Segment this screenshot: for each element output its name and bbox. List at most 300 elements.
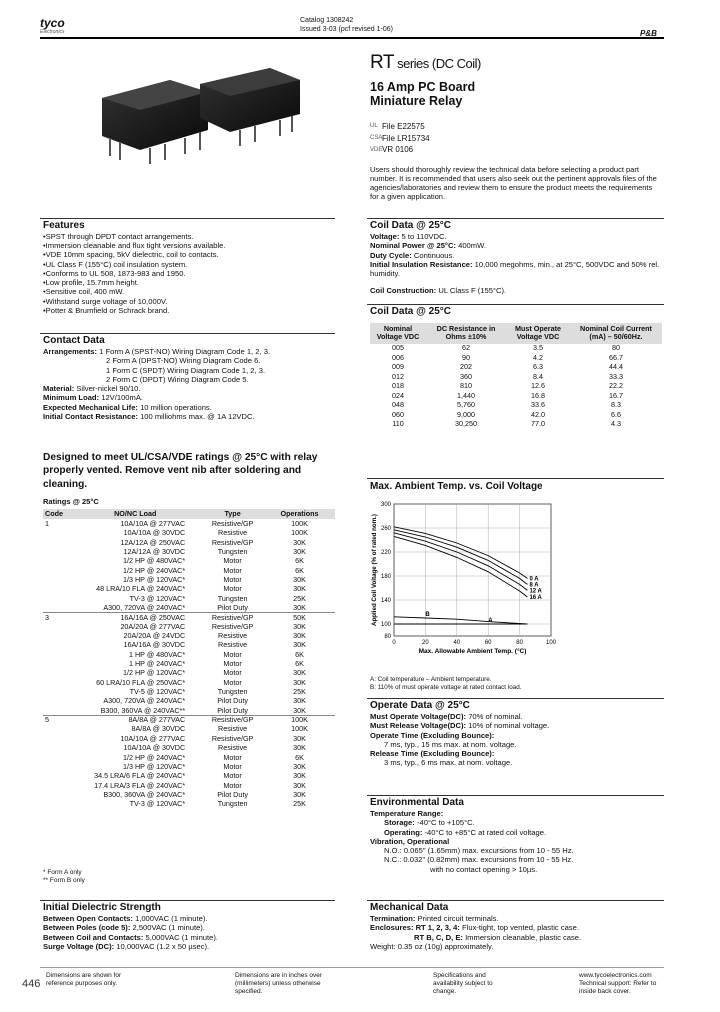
ratings-load-cell: TV-3 @ 120VAC* (129, 799, 186, 809)
ratings-load-cell: A300, 720VA @ 240VAC* (103, 696, 186, 706)
contact-heading: Contact Data (43, 335, 105, 346)
insulation-label: Initial Insulation Resistance: (370, 259, 473, 269)
ratings-row (43, 706, 335, 715)
footer-rule (40, 967, 664, 968)
ratings-col-load: NO/NC Load (69, 509, 201, 519)
operate-heading: Operate Data @ 25°C (370, 700, 470, 711)
ratings-load-cell: 1/3 HP @ 120VAC* (122, 761, 186, 771)
coil-voltage-cell: 024 (392, 390, 404, 400)
release-time-label: Release Time (Excluding Bounce): (370, 749, 495, 759)
chart-notes (370, 676, 521, 692)
ratings-footnotes (43, 869, 85, 886)
coil-current-cell: 4.3 (611, 419, 621, 429)
ratings-load-cell: 1/2 HP @ 240VAC* (122, 565, 186, 575)
dielectric-label: Between Coil and Contacts: (43, 932, 144, 942)
ratings-type-cell: Pilot Duty (217, 602, 248, 612)
release-time-value: 3 ms, typ., 6 ms max. at nom. voltage. (384, 758, 513, 768)
coil-resistance-cell: 360 (460, 371, 472, 381)
chart-title: Max. Ambient Temp. vs. Coil Voltage (370, 481, 543, 492)
coil-table-rule (367, 304, 664, 305)
ratings-ops-cell: 30K (293, 677, 306, 687)
coil-power-value: 400mW. (458, 241, 486, 251)
ratings-code-cell (43, 622, 69, 631)
arrangement-1: 1 Form A (SPST-NO) Wiring Diagram Code 1, 2, 3. (99, 347, 271, 357)
vibration-note: with no contact opening > 10µs. (430, 864, 538, 874)
ratings-code-cell (43, 688, 69, 697)
ratings-type-cell: Tungsten (217, 799, 248, 809)
feature-item: • Potter & Brumfield or Schrack brand. (43, 306, 333, 315)
chart-series-label: 8 A (529, 582, 539, 589)
ratings-load-cell: 10A/10A @ 30VDC (123, 743, 186, 753)
ratings-code-cell (43, 744, 69, 753)
ratings-load-cell: 48 LRA/10 FLA @ 240VAC* (96, 584, 186, 594)
ratings-title: Ratings @ 25°C (43, 497, 99, 506)
ratings-load-cell: 10A/10A @ 277VAC (120, 733, 186, 743)
agency-row (370, 121, 430, 133)
chart-frame (394, 504, 551, 636)
dielectric-rule (40, 900, 335, 901)
ratings-ops-cell: 6K (295, 565, 304, 575)
ratings-type-cell: Motor (223, 780, 242, 790)
ratings-type-cell: Resistive (218, 528, 248, 538)
ratings-code-cell (43, 529, 69, 538)
ratings-type-cell: Resistive/GP (211, 612, 254, 622)
mech-section (370, 902, 662, 951)
product-subtitle (370, 80, 475, 108)
ratings-type-cell: Resistive/GP (211, 733, 254, 743)
relay-photo (90, 58, 310, 178)
chart-xtick-label: 0 (392, 640, 396, 646)
ratings-row (43, 725, 335, 734)
operating-label: Operating: (384, 827, 423, 837)
arrangements-label: Arrangements: (43, 347, 98, 357)
coil-row (370, 401, 662, 411)
ratings-row (43, 734, 335, 743)
coil-voltage-cell: 018 (392, 381, 404, 391)
ratings-ops-cell: 6K (295, 752, 304, 762)
ratings-type-cell: Motor (223, 659, 242, 669)
ratings-code-cell (43, 753, 69, 762)
chart-ytick-label: 220 (380, 550, 391, 556)
ratings-code-cell (43, 576, 69, 585)
chart-ytick-label: 260 (380, 526, 391, 532)
storage-value: -40°C to +105°C. (416, 818, 475, 828)
ratings-code-cell: 5 (45, 715, 49, 725)
arrangement-4: 2 Form C (DPDT) Wiring Diagram Code 5. (106, 374, 249, 384)
ratings-code-cell (43, 678, 69, 687)
coil-operate-cell: 12.6 (531, 381, 545, 391)
coil-voltage-cell: 048 (392, 400, 404, 410)
ratings-row (43, 576, 335, 585)
ratings-type-cell: Resistive (218, 724, 248, 734)
ratings-load-cell: 12A/12A @ 30VDC (123, 546, 186, 556)
dielectric-value: 1,000VAC (1 minute). (135, 914, 208, 924)
chart-series-label: 16 A (529, 595, 542, 601)
ratings-type-cell: Tungsten (217, 546, 248, 556)
ratings-footnote-1: * Form A only (43, 869, 82, 876)
dielectric-row (43, 923, 335, 932)
ratings-code-cell (43, 604, 69, 613)
ratings-load-cell: 16A/16A @ 30VDC (123, 640, 186, 650)
logo-subtitle: Electronics (40, 29, 65, 35)
dielectric-label: Between Poles (code 5): (43, 923, 131, 933)
initres-value: 100 milliohms max. @ 1A 12VDC. (140, 411, 255, 421)
mech-rule (367, 900, 664, 901)
arrangements-row (43, 347, 335, 356)
coil-resistance-cell: 62 (462, 343, 470, 353)
vibration-no: N.O.: 0.065" (1.65mm) max. excursions from 10 - 55 Hz. (384, 846, 574, 856)
chart-ylabel: Applied Coil Voltage (% of rated nom.) (371, 514, 378, 626)
ratings-type-cell: Resistive (218, 743, 248, 753)
env-rule (367, 795, 664, 796)
chart-note-b: B: 110% of must operate voltage at rated contact load. (370, 684, 522, 692)
ratings-ops-cell: 100K (291, 528, 308, 538)
ratings-ops-cell: 30K (293, 584, 306, 594)
storage-row (370, 818, 662, 827)
agency-file: File E22575 (382, 122, 425, 131)
contact-section (43, 335, 335, 421)
chart-xtick-label: 20 (422, 640, 429, 646)
operating-row (370, 828, 662, 837)
feature-item: • UL Class F (155°C) coil insulation system. (43, 260, 333, 269)
coil-col-current: Nominal Coil Current (mA) – 50/60Hz. (570, 323, 662, 344)
ratings-code-cell (43, 566, 69, 575)
coil-voltage-cell: 060 (392, 409, 404, 419)
ratings-load-cell: 10A/10A @ 277VAC (120, 518, 186, 528)
subtitle-line2: Miniature Relay (370, 94, 463, 109)
ratings-ops-cell: 6K (295, 659, 304, 669)
dielectric-row (43, 914, 335, 923)
ratings-type-cell: Motor (223, 565, 242, 575)
ratings-row (43, 753, 335, 762)
minload-row (43, 393, 335, 402)
coil-resistance-cell: 1,440 (457, 390, 475, 400)
dielectric-heading: Initial Dielectric Strength (43, 902, 161, 913)
weight-row: Weight: 0.35 oz (10g) approximately. (370, 941, 494, 951)
ratings-code-cell (43, 557, 69, 566)
operate-time-label-row (370, 731, 662, 740)
vibration-row (370, 837, 662, 846)
ratings-type-cell: Motor (223, 556, 242, 566)
coil-current-cell: 44.4 (609, 362, 623, 372)
chart-note-a: A: Coil temperature – Ambient temperature. (370, 676, 492, 683)
ratings-code-cell (43, 660, 69, 669)
coil-current-cell: 66.7 (609, 352, 623, 362)
ratings-ops-cell: 30K (293, 668, 306, 678)
page-number: 446 (22, 978, 41, 990)
ratings-ops-cell: 30K (293, 546, 306, 556)
ratings-load-cell: TV-3 @ 120VAC* (129, 593, 186, 603)
ratings-ops-cell: 6K (295, 649, 304, 659)
ratings-type-cell: Pilot Duty (217, 696, 248, 706)
ratings-col-code: Code (43, 509, 69, 519)
ratings-load-cell: 16A/16A @ 250VAC (120, 612, 186, 622)
dielectric-label: Surge Voltage (DC): (43, 941, 115, 951)
ratings-row (43, 548, 335, 557)
coil-row (370, 382, 662, 392)
feature-item: • SPST through DPDT contact arrangements. (43, 232, 333, 241)
ratings-row (43, 762, 335, 771)
must-operate-row (370, 712, 662, 721)
ratings-load-cell: 12A/12A @ 250VAC (120, 537, 186, 547)
chart-ytick-label: 300 (380, 502, 391, 508)
must-release-value: 10% of nominal voltage. (468, 721, 550, 731)
coil-voltage-cell: 110 (392, 419, 404, 429)
features-list (43, 232, 333, 315)
enclosure-value-1: Flux-tight, top vented, plastic case. (462, 923, 579, 933)
ratings-code-cell (43, 697, 69, 706)
ratings-load-cell: 8A/8A @ 30VDC (131, 724, 186, 734)
ratings-ops-cell: 30K (293, 537, 306, 547)
coil-resistance-cell: 202 (460, 362, 472, 372)
coil-power-label: Nominal Power @ 25°C: (370, 241, 456, 251)
coil-operate-cell: 8.4 (533, 371, 543, 381)
coil-construction-row (370, 286, 662, 295)
feature-item: • VDE 10mm spacing, 5kV dielectric, coil to contacts. (43, 250, 333, 259)
ratings-ops-cell: 30K (293, 743, 306, 753)
temp-range-label: Temperature Range: (370, 809, 444, 819)
series-suffix: series (DC Coil) (393, 56, 481, 71)
subtitle-line1: 16 Amp PC Board (370, 80, 476, 94)
coil-current-cell: 33.3 (609, 371, 623, 381)
coil-row (370, 420, 662, 430)
footer-col-3: Specifications and availability subject to change. (433, 972, 493, 995)
initres-row (43, 412, 335, 421)
footer-col-4: www.tycoelectronics.com Technical support: Refer to inside back cover. (579, 972, 657, 995)
coil-operate-cell: 3.5 (533, 343, 543, 353)
ratings-ops-cell: 30K (293, 705, 306, 715)
coil-construction-label: Coil Construction: (370, 286, 437, 296)
ratings-ops-cell: 30K (293, 631, 306, 641)
ratings-type-cell: Motor (223, 761, 242, 771)
ratings-code-cell (43, 585, 69, 594)
agency-approvals (370, 121, 430, 156)
series-code: RT (370, 52, 394, 73)
coil-voltage-cell: 006 (392, 352, 404, 362)
coil-table-heading: Coil Data @ 25°C (370, 306, 451, 317)
coil-voltage-cell: 009 (392, 362, 404, 372)
ratings-ops-cell: 6K (295, 556, 304, 566)
ratings-type-cell: Tungsten (217, 687, 248, 697)
operate-time-value: 7 ms, typ., 15 ms max. at nom. voltage. (384, 739, 517, 749)
ratings-ops-cell: 30K (293, 780, 306, 790)
ratings-row (43, 604, 335, 613)
ratings-load-cell: 1/2 HP @ 480VAC* (122, 556, 186, 566)
ratings-header-row (43, 509, 335, 519)
dielectric-rows (43, 914, 335, 951)
chart-xtick-label: 80 (516, 640, 523, 646)
chart-series-label: B (425, 612, 430, 618)
duty-cycle-row (370, 251, 662, 260)
ratings-code-cell: 3 (45, 612, 49, 622)
ratings-ops-cell: 30K (293, 733, 306, 743)
coil-operate-cell: 4.2 (533, 352, 543, 362)
header-rule (40, 37, 664, 39)
agency-row (370, 144, 430, 156)
ratings-ops-cell: 100K (291, 518, 308, 528)
enclosure-label-2: RT B, C, D, E: (414, 932, 463, 942)
ratings-ops-cell: 25K (293, 593, 306, 603)
ratings-code-cell (43, 772, 69, 781)
minload-label: Minimum Load: (43, 393, 100, 403)
must-operate-value: 70% of nominal. (468, 712, 523, 722)
ratings-row (43, 594, 335, 603)
must-release-row (370, 721, 662, 730)
ratings-ops-cell: 30K (293, 574, 306, 584)
mechlife-value: 10 million operations. (140, 402, 212, 412)
enclosure-row-1 (370, 923, 662, 932)
ratings-body (43, 519, 335, 809)
ratings-ops-cell: 30K (293, 761, 306, 771)
coil-construction-value: UL Class F (155°C). (438, 286, 507, 296)
ratings-type-cell: Motor (223, 574, 242, 584)
coil-current-cell: 16.7 (609, 390, 623, 400)
temp-voltage-chart (366, 496, 566, 674)
coil-operate-cell: 6.3 (533, 362, 543, 372)
release-time-label-row (370, 749, 662, 758)
vibration-label: Vibration, Operational (370, 836, 450, 846)
ratings-load-cell: 20A/20A @ 24VDC (123, 631, 186, 641)
coil-col-voltage: Nominal Voltage VDC (370, 323, 426, 344)
ratings-type-cell: Resistive (218, 640, 248, 650)
ratings-load-cell: 1/2 HP @ 120VAC* (122, 668, 186, 678)
coil-resistance-cell: 9,000 (457, 409, 475, 419)
ratings-row (43, 585, 335, 594)
ratings-load-cell: B300, 360VA @ 240VAC* (103, 789, 186, 799)
tyco-logo: tyco (40, 16, 65, 30)
vibration-nc: N.C.: 0.032" (0.82mm) max. excursions from 10 - 55 Hz. (384, 855, 574, 865)
ratings-code-cell (43, 632, 69, 641)
insulation-value: 10,000 megohms, min., at 25°C, 500VDC and 50% rel. humidity. (370, 259, 660, 279)
coil-operate-cell: 77.0 (531, 419, 545, 429)
coil-body (370, 344, 662, 430)
ratings-row (43, 660, 335, 669)
ratings-ops-cell: 30K (293, 621, 306, 631)
operate-section (370, 700, 662, 768)
coil-current-cell: 6.6 (611, 409, 621, 419)
coil-current-cell: 8.3 (611, 400, 621, 410)
ratings-load-cell: 60 LRA/10 FLA @ 250VAC* (96, 677, 186, 687)
ratings-row (43, 669, 335, 678)
ratings-ops-cell: 30K (293, 602, 306, 612)
ratings-row (43, 790, 335, 799)
termination-value: Printed circuit terminals. (417, 914, 499, 924)
ratings-load-cell: 10A/10A @ 30VDC (123, 528, 186, 538)
ratings-table (43, 509, 335, 809)
ratings-code-cell (43, 725, 69, 734)
operating-value: -40°C to +85°C at rated coil voltage. (424, 827, 547, 837)
ratings-code-cell (43, 762, 69, 771)
feature-item: • Withstand surge voltage of 10,000V. (43, 297, 333, 306)
feature-item: • Conforms to UL 508, 1873-983 and 1950. (43, 269, 333, 278)
ratings-code-cell (43, 641, 69, 650)
ratings-code-cell (43, 594, 69, 603)
chart-series-label: 0 A (529, 576, 539, 583)
ratings-type-cell: Motor (223, 668, 242, 678)
dielectric-section (43, 902, 335, 951)
coil-col-resistance: DC Resistance in Ohms ±10% (426, 323, 506, 344)
insulation-row (370, 260, 662, 279)
ratings-load-cell: 34.5 LRA/6 FLA @ 240VAC* (94, 771, 186, 781)
ratings-type-cell: Resistive (218, 631, 248, 641)
issued-date: Issued 3-03 (pcf revised 1-06) (300, 25, 393, 33)
dielectric-value: 2,500VAC (1 minute). (132, 923, 205, 933)
ratings-row (43, 613, 335, 622)
ratings-code-cell (43, 669, 69, 678)
env-heading: Environmental Data (370, 797, 464, 808)
catalog-info (300, 17, 393, 35)
chart-ytick-label: 140 (380, 598, 391, 604)
termination-label: Termination: (370, 914, 416, 924)
chart-series-label: A (488, 618, 493, 624)
ratings-load-cell: TV-5 @ 120VAC* (129, 687, 186, 697)
operate-time-label: Operate Time (Excluding Bounce): (370, 730, 495, 740)
ratings-ops-cell: 100K (291, 724, 308, 734)
coil-data-section (370, 220, 662, 296)
dielectric-value: 5,000VAC (1 minute). (145, 932, 219, 942)
ratings-load-cell: A300, 720VA @ 240VAC* (103, 602, 186, 612)
ratings-type-cell: Pilot Duty (217, 705, 248, 715)
ratings-row (43, 800, 335, 809)
ratings-load-cell: 17.4 LRA/3 FLA @ 240VAC* (94, 780, 186, 790)
coil-current-cell: 80 (612, 343, 620, 353)
duty-cycle-label: Duty Cycle: (370, 250, 412, 260)
coil-voltage-row (370, 232, 662, 241)
ratings-type-cell: Resistive/GP (211, 715, 254, 725)
ratings-col-type: Type (201, 509, 264, 519)
coil-table (370, 323, 662, 429)
agency-row (370, 133, 430, 145)
chart-ytick-label: 80 (384, 634, 391, 640)
chart-xtick-label: 100 (545, 640, 557, 646)
coil-header-row (370, 323, 662, 344)
ratings-type-cell: Resistive/GP (211, 621, 254, 631)
ratings-ops-cell: 50K (293, 612, 306, 622)
features-heading: Features (43, 220, 85, 231)
footer-col-2: Dimensions are in inches over (millimeters) unless otherwise specified. (235, 972, 323, 995)
chart-ytick-label: 180 (380, 574, 391, 580)
ratings-row (43, 557, 335, 566)
ratings-load-cell: 1/2 HP @ 240VAC* (122, 752, 186, 762)
coil-row (370, 344, 662, 354)
coil-voltage-value: 5 to 110VDC. (401, 232, 447, 242)
ratings-col-operations: Operations (264, 509, 335, 519)
must-operate-label: Must Operate Voltage(DC): (370, 712, 467, 722)
coil-voltage-cell: 005 (392, 343, 404, 353)
ratings-code-cell (43, 734, 69, 743)
dielectric-row (43, 942, 335, 951)
ratings-load-cell: 1 HP @ 240VAC* (128, 659, 186, 669)
ratings-code-cell (43, 800, 69, 809)
ratings-code-cell (43, 781, 69, 790)
material-row (43, 384, 335, 393)
temp-range-row (370, 809, 662, 818)
ratings-row (43, 650, 335, 659)
coil-operate-cell: 42.0 (531, 409, 545, 419)
agency-file: VR 0106 (382, 145, 414, 155)
mechlife-label: Expected Mechanical Life: (43, 402, 138, 412)
coil-operate-cell: 33.6 (531, 400, 545, 410)
enclosure-label-1: Enclosures: RT 1, 2, 3, 4: (370, 923, 460, 933)
ratings-row (43, 622, 335, 631)
ratings-type-cell: Resistive/GP (211, 537, 254, 547)
ratings-type-cell: Motor (223, 752, 242, 762)
brand-label: P&B (640, 29, 657, 38)
ratings-type-cell: Motor (223, 584, 242, 594)
ratings-row (43, 688, 335, 697)
arrangement-2: 2 Form A (DPST-NO) Wiring Diagram Code 6. (106, 356, 261, 366)
ratings-row (43, 744, 335, 753)
